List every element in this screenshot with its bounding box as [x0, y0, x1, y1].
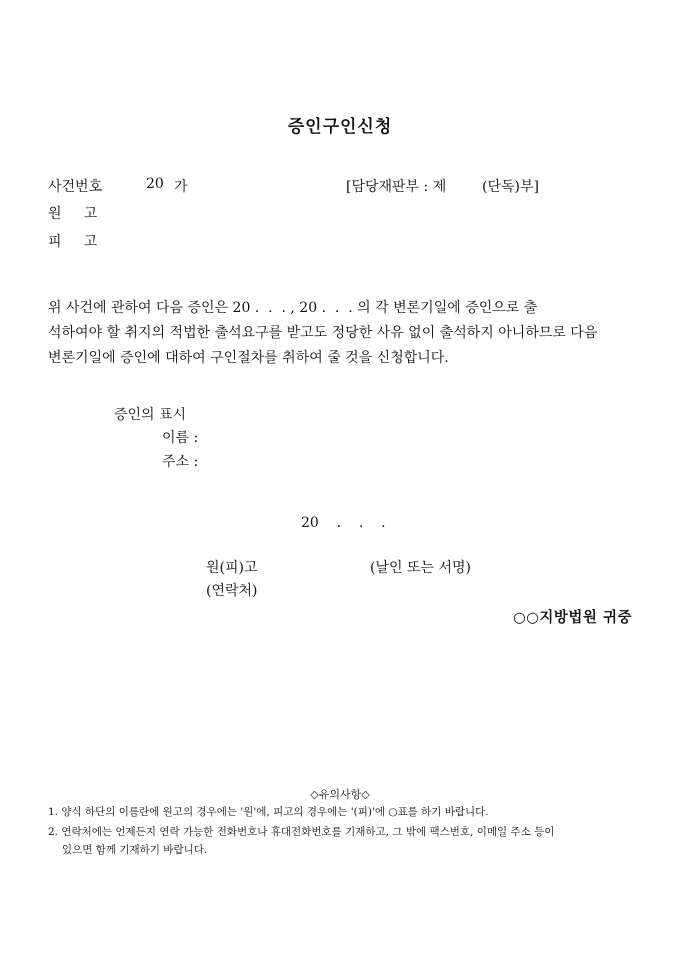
notes-title: ◇유의사항◇: [310, 788, 370, 801]
body-line-2: 석하여야 할 취지의 적법한 출석요구를 받고도 정당한 사유 없이 출석하지 아니하므로 다음: [48, 325, 598, 341]
witness-heading: 증인의 표시: [114, 407, 187, 423]
case-type: 가: [174, 179, 188, 195]
defendant-label: 피 고: [48, 234, 98, 250]
court-division: [담당재판부 : 제: [346, 179, 447, 195]
contact-label: (연락처): [206, 583, 258, 599]
witness-address-label: 주소 :: [162, 454, 199, 470]
party-label: 원(피)고: [206, 560, 258, 576]
division-suffix: (단독)부]: [482, 179, 539, 195]
body-line-3: 변론기일에 증인에 대하여 구인절차를 취하여 줄 것을 신청합니다.: [48, 350, 449, 366]
case-year-prefix: 20: [146, 176, 164, 192]
body-paragraph: [48, 296, 638, 371]
body-line-1: 위 사건에 관하여 다음 증인은 20 . . . , 20 . . . 의 각 변론기일에 증인으로 출: [48, 300, 538, 316]
case-number-label: 사건번호: [48, 179, 103, 195]
plaintiff-label: 원 고: [48, 206, 98, 222]
note-item-2: 2. 연락처에는 언제든지 연락 가능한 전화번호나 휴대전화번호를 기재하고, 그 밖에 팩스번호, 이메일 주소 등이: [48, 826, 555, 838]
page-title: 증인구인신청: [287, 117, 393, 137]
seal-hint: (날인 또는 서명): [370, 560, 471, 576]
witness-name-label: 이름 :: [162, 430, 199, 446]
note-item-2-continued: 있으면 함께 기재하기 바랍니다.: [62, 844, 208, 856]
note-item-1: 1. 양식 하단의 이름란에 원고의 경우에는 '원'에, 피고의 경우에는 '(피)'에 ○표를 하기 바랍니다.: [48, 806, 489, 818]
court-name: ○○지방법원 귀중: [513, 609, 632, 626]
date-line: 20 . . .: [301, 515, 386, 531]
